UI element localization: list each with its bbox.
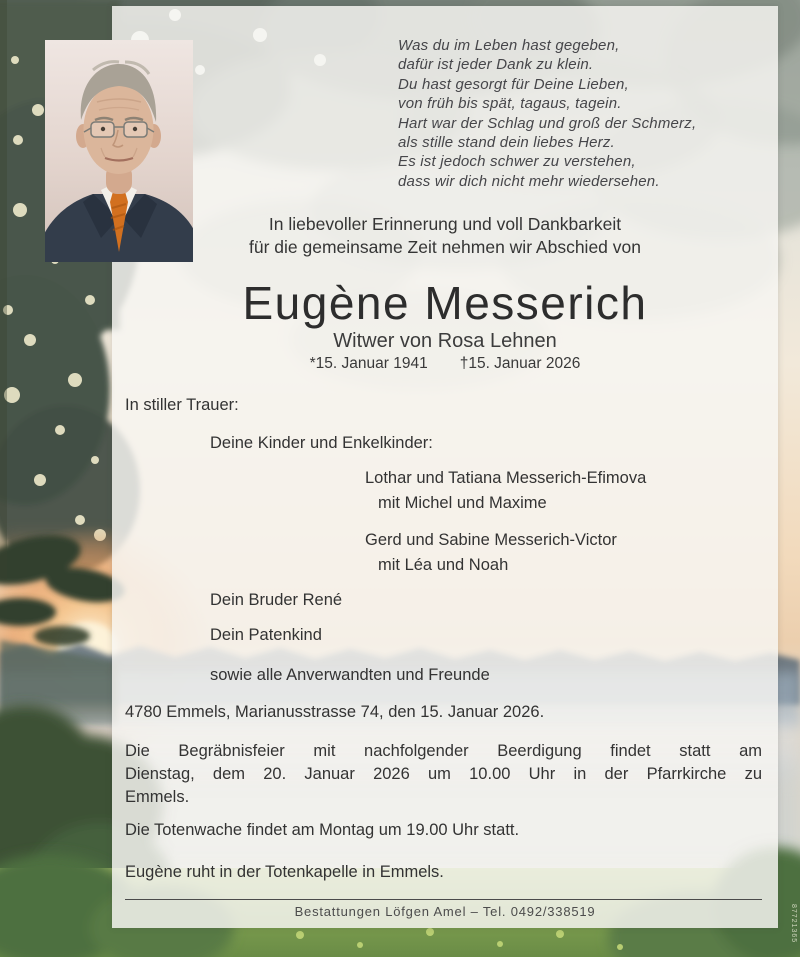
mourner-entry: mit Michel und Maxime <box>378 494 547 512</box>
life-dates <box>112 355 778 373</box>
funeral-info <box>125 740 762 809</box>
poem-line: Du hast gesorgt für Deine Lieben, <box>398 75 629 93</box>
resting-place-info: Eugène ruht in der Totenkapelle in Emmels. <box>125 863 444 881</box>
poem-line: von früh bis spät, tagaus, tagein. <box>398 95 622 113</box>
footer-divider <box>125 899 762 900</box>
intro-line-2: für die gemeinsame Zeit nehmen wir Abschied von <box>248 237 641 257</box>
mourner-entry: Dein Patenkind <box>210 626 322 644</box>
funeral-info-line: Die Begräbnisfeier mit nachfolgender Beerdigung findet statt am <box>125 742 762 760</box>
address-date-line: 4780 Emmels, Marianusstrasse 74, den 15. Januar 2026. <box>125 703 545 721</box>
death-date: †15. Januar 2026 <box>459 355 581 372</box>
poem-line: Was du im Leben hast gegeben, <box>398 37 620 54</box>
poem-line: Hart war der Schlag und groß der Schmerz, <box>398 114 697 132</box>
vertical-id-text: 87721365 <box>790 903 797 943</box>
memorial-poem <box>398 36 788 191</box>
mourner-entry: Deine Kinder und Enkelkinder: <box>210 434 433 452</box>
poem-line: dass wir dich nicht mehr wiedersehen. <box>398 172 660 190</box>
mourner-entry: Lothar und Tatiana Messerich-Efimova <box>365 469 647 487</box>
funeral-home-line: Bestattungen Löfgen Amel – Tel. 0492/338519 <box>294 904 596 919</box>
deceased-name: Eugène Messerich <box>242 277 648 329</box>
deceased-relation: Witwer von Rosa Lehnen <box>333 330 557 352</box>
intro-line-1: In liebevoller Erinnerung und voll Dankbarkeit <box>268 214 622 234</box>
mourner-entry: Gerd und Sabine Messerich-Victor <box>365 531 617 549</box>
poem-line: als stille stand dein liebes Herz. <box>398 134 615 152</box>
intro-text <box>112 213 778 259</box>
poem-line: Es ist jedoch schwer zu verstehen, <box>398 153 636 171</box>
poem-line: dafür ist jeder Dank zu klein. <box>398 56 594 74</box>
mourner-entry: sowie alle Anverwandten und Freunde <box>210 666 490 684</box>
mourning-section <box>125 396 765 685</box>
mourning-label: In stiller Trauer: <box>125 396 239 414</box>
birth-date: *15. Januar 1941 <box>309 355 428 372</box>
mourner-entry: Dein Bruder René <box>210 591 343 609</box>
wake-info: Die Totenwache findet am Montag um 19.00 Uhr statt. <box>125 821 520 839</box>
funeral-info-line: Dienstag, dem 20. Januar 2026 um 10.00 Uhr in der Pfarrkirche zu <box>125 765 762 783</box>
mourner-list <box>125 434 765 685</box>
funeral-info-line: Emmels. <box>125 788 190 806</box>
mourner-entry: mit Léa und Noah <box>378 556 509 574</box>
